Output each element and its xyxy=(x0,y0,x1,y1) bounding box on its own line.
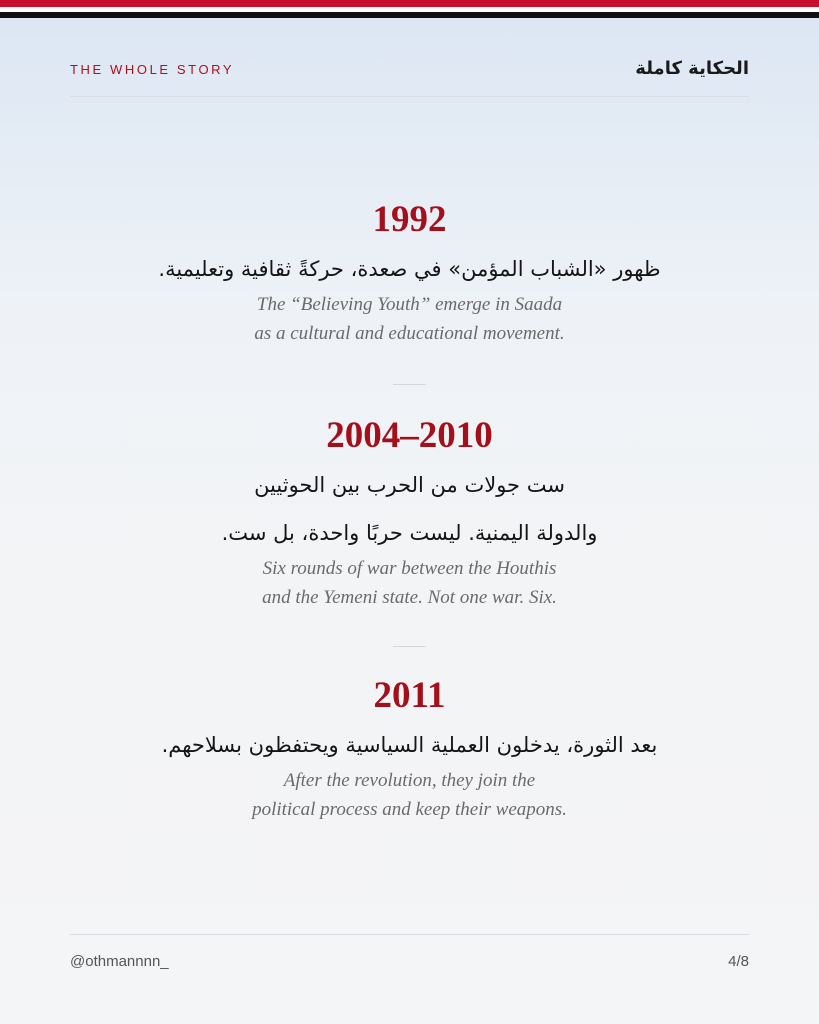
footer-divider xyxy=(70,934,749,935)
section-divider xyxy=(393,384,426,385)
timeline-english-text: Six rounds of war between the Houthis xyxy=(262,558,557,579)
timeline-arabic-text: ست جولات من الحرب بين الحوثيين xyxy=(254,473,565,497)
timeline-year: 2011 xyxy=(373,675,446,716)
timeline-arabic-text: ظهور «الشباب المؤمن» في صعدة، حركةً ثقافية وتعليمية. xyxy=(158,257,661,281)
page-indicator: 4/8 xyxy=(728,953,749,970)
timeline-entry-2011 xyxy=(0,676,819,824)
header-divider xyxy=(70,96,749,97)
flag-stripe-red xyxy=(0,0,819,7)
timeline-year: 2004–2010 xyxy=(326,415,493,456)
flag-stripe-black xyxy=(0,12,819,18)
author-handle: @othmannnn_ xyxy=(70,953,169,970)
timeline-english-text: as a cultural and educational movement. xyxy=(254,323,565,344)
timeline-arabic-text: بعد الثورة، يدخلون العملية السياسية ويحتفظون بسلاحهم. xyxy=(161,733,658,757)
timeline-year: 1992 xyxy=(372,199,447,240)
timeline-entry-1992 xyxy=(0,200,819,348)
timeline-english-text: The “Believing Youth” emerge in Saada xyxy=(256,294,563,315)
timeline-arabic-text: والدولة اليمنية. ليست حربًا واحدة، بل ست. xyxy=(221,521,598,545)
section-divider xyxy=(393,646,426,647)
timeline-english-text: and the Yemeni state. Not one war. Six. xyxy=(262,587,557,608)
timeline-english-text: After the revolution, they join the xyxy=(283,770,536,791)
header-title-arabic: الحكاية كاملة xyxy=(635,58,749,79)
timeline-english-text: political process and keep their weapons. xyxy=(252,799,567,820)
header-title-english: THE WHOLE STORY xyxy=(70,62,235,77)
timeline-entry-2004-2010 xyxy=(0,416,819,612)
